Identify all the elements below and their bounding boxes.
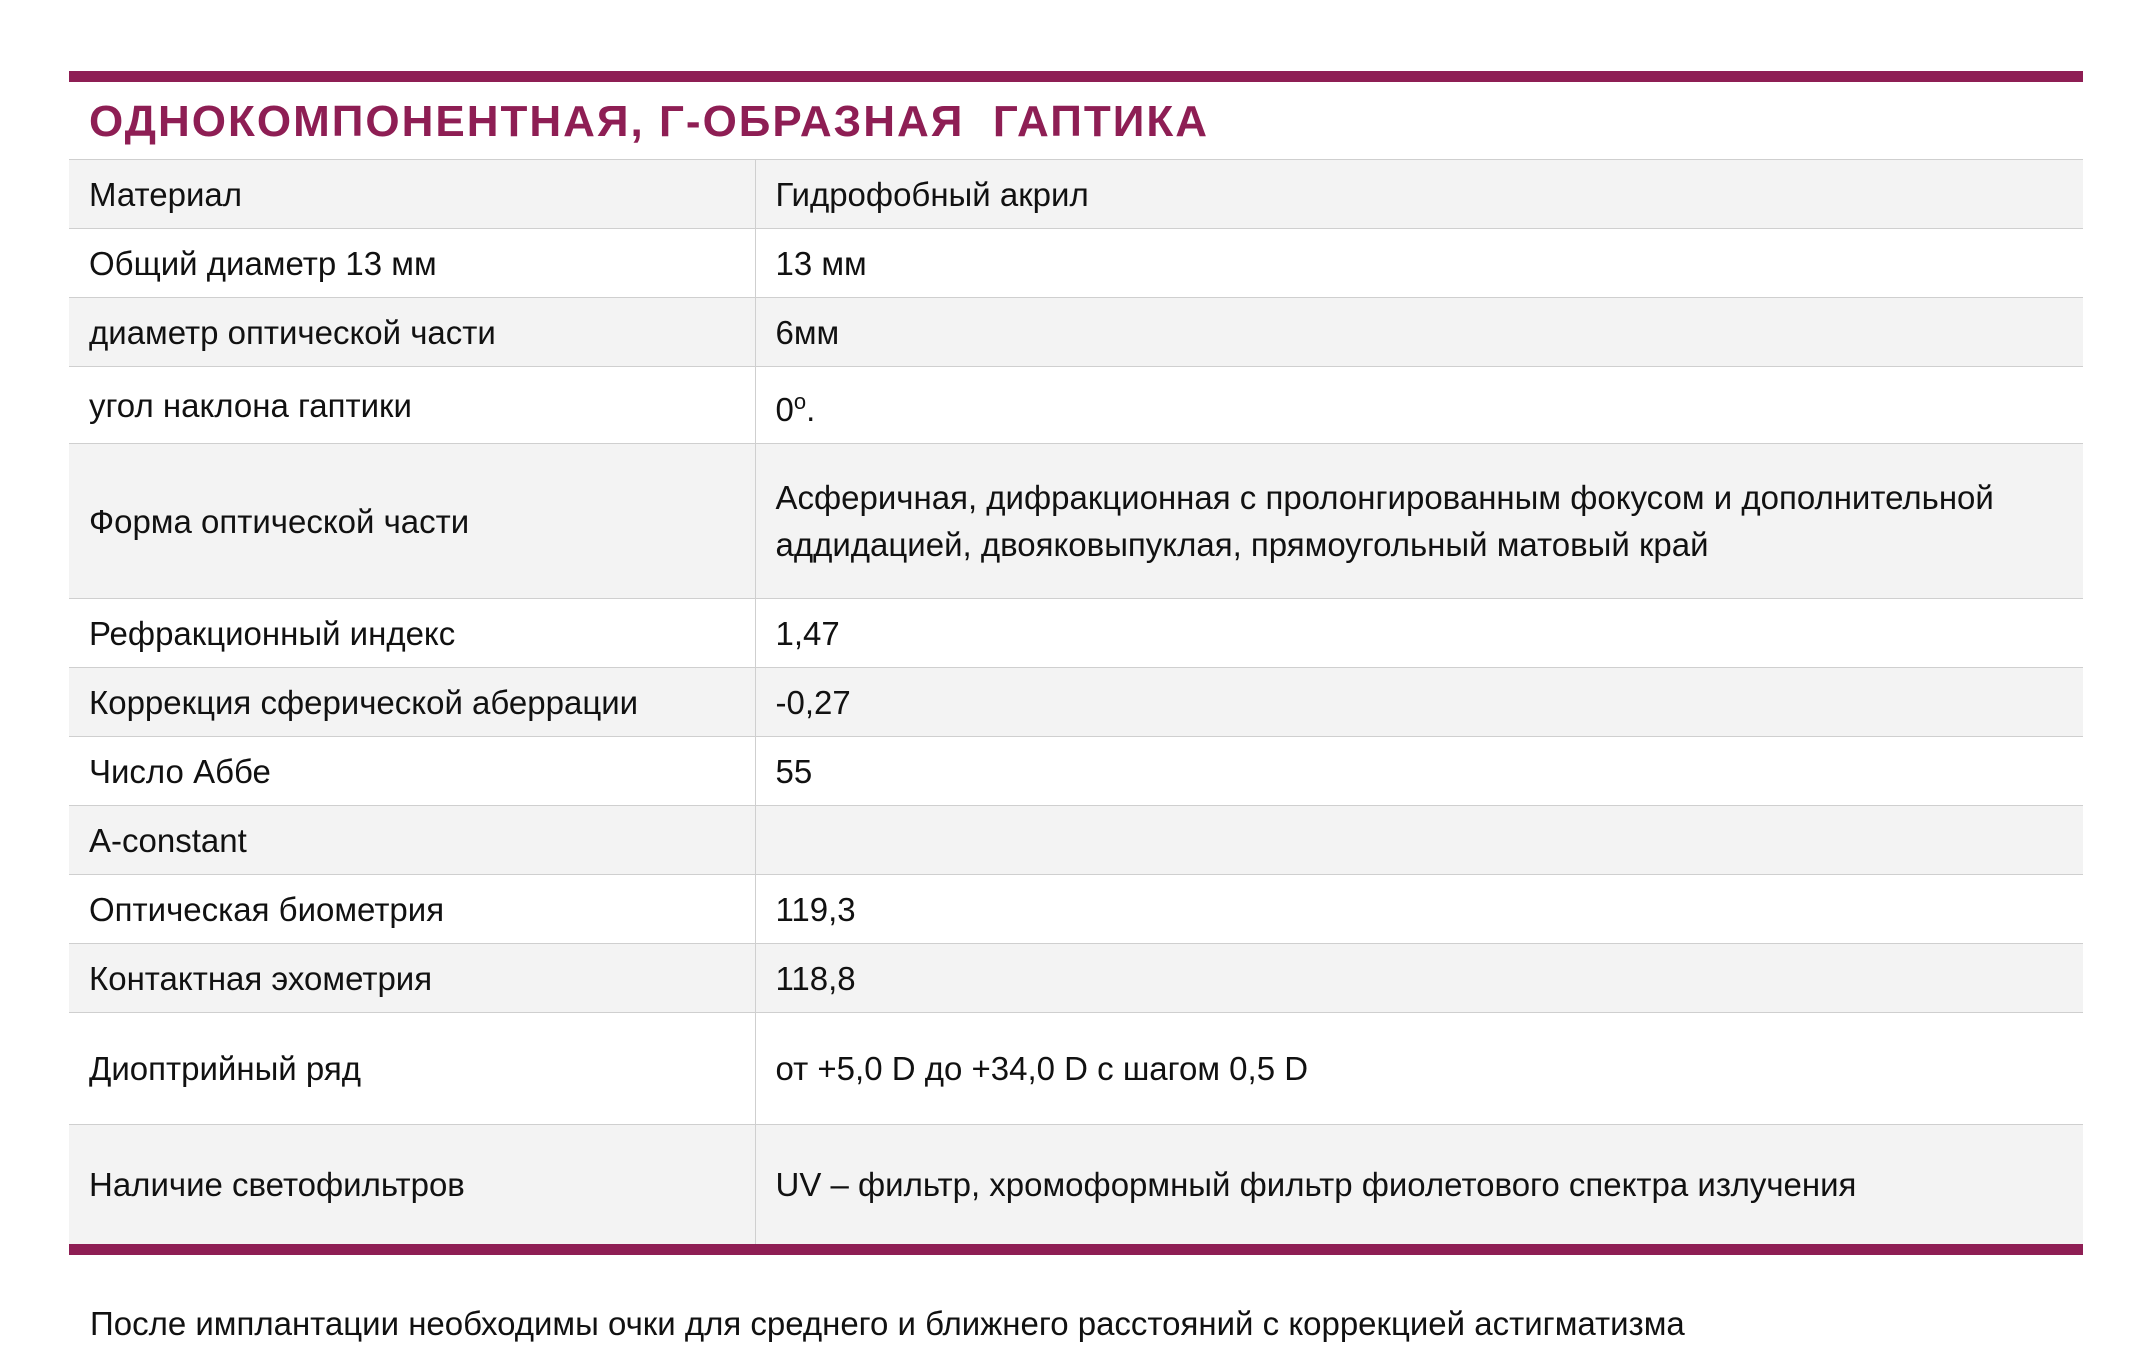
row-value-optic-diameter: 6мм — [755, 298, 2083, 367]
row-value-light-filters: UV – фильтр, хромоформный фильтр фиолетового спектра излучения — [755, 1125, 2083, 1244]
row-label-light-filters: Наличие светофильтров — [69, 1125, 755, 1244]
row-value-haptic-angle — [755, 367, 2083, 444]
row-label-abbe-number: Число Аббе — [69, 737, 755, 806]
table-row — [69, 737, 2083, 806]
row-value-optical-biometry: 119,3 — [755, 875, 2083, 944]
degree-mark: о — [793, 388, 807, 414]
footnote: После имплантации необходимы очки для среднего и ближнего расстояний с коррекцией астигматизма — [90, 1305, 1685, 1342]
bottom-accent-rule — [69, 1244, 2083, 1255]
table-row — [69, 298, 2083, 367]
row-value-total-diameter: 13 мм — [755, 229, 2083, 298]
row-label-total-diameter: Общий диаметр 13 мм — [69, 229, 755, 298]
haptic-angle-number: 0 — [775, 390, 794, 428]
table-row — [69, 806, 2083, 875]
row-label-refraction-index: Рефракционный индекс — [69, 599, 755, 668]
row-value-contact-echometry: 118,8 — [755, 944, 2083, 1013]
table-row — [69, 599, 2083, 668]
row-label-diopter-range: Диоптрийный ряд — [69, 1013, 755, 1125]
row-value-spherical-aberration: -0,27 — [755, 668, 2083, 737]
table-row — [69, 160, 2083, 229]
page-title: ОДНОКОМПОНЕНТНАЯ, Г-ОБРАЗНАЯ ГАПТИКА — [89, 97, 1209, 146]
spec-sheet — [69, 71, 2083, 1255]
table-row — [69, 229, 2083, 298]
row-value-abbe-number: 55 — [755, 737, 2083, 806]
row-label-contact-echometry: Контактная эхометрия — [69, 944, 755, 1013]
haptic-angle-suffix: . — [806, 390, 816, 428]
row-value-diopter-range: от +5,0 D до +34,0 D с шагом 0,5 D — [755, 1013, 2083, 1125]
top-accent-rule — [69, 71, 2083, 82]
row-label-optic-diameter: диаметр оптической части — [69, 298, 755, 367]
table-row — [69, 875, 2083, 944]
row-value-refraction-index: 1,47 — [755, 599, 2083, 668]
table-row — [69, 668, 2083, 737]
table-row — [69, 1125, 2083, 1244]
row-label-optical-biometry: Оптическая биометрия — [69, 875, 755, 944]
row-label-material: Материал — [69, 160, 755, 229]
row-label-a-constant: A-constant — [69, 806, 755, 875]
row-value-material: Гидрофобный акрил — [755, 160, 2083, 229]
row-label-optic-shape: Форма оптической части — [69, 444, 755, 599]
row-value-a-constant — [755, 806, 2083, 875]
table-row — [69, 1013, 2083, 1125]
table-row — [69, 444, 2083, 599]
spec-table — [69, 159, 2083, 1244]
table-row — [69, 944, 2083, 1013]
row-label-haptic-angle: угол наклона гаптики — [69, 367, 755, 444]
row-label-spherical-aberration: Коррекция сферической аберрации — [69, 668, 755, 737]
table-row — [69, 367, 2083, 444]
row-value-optic-shape: Асферичная, дифракционная с пролонгированным фокусом и дополнительной аддидацией, двояковыпуклая, прямоугольный матовый край — [755, 444, 2083, 599]
